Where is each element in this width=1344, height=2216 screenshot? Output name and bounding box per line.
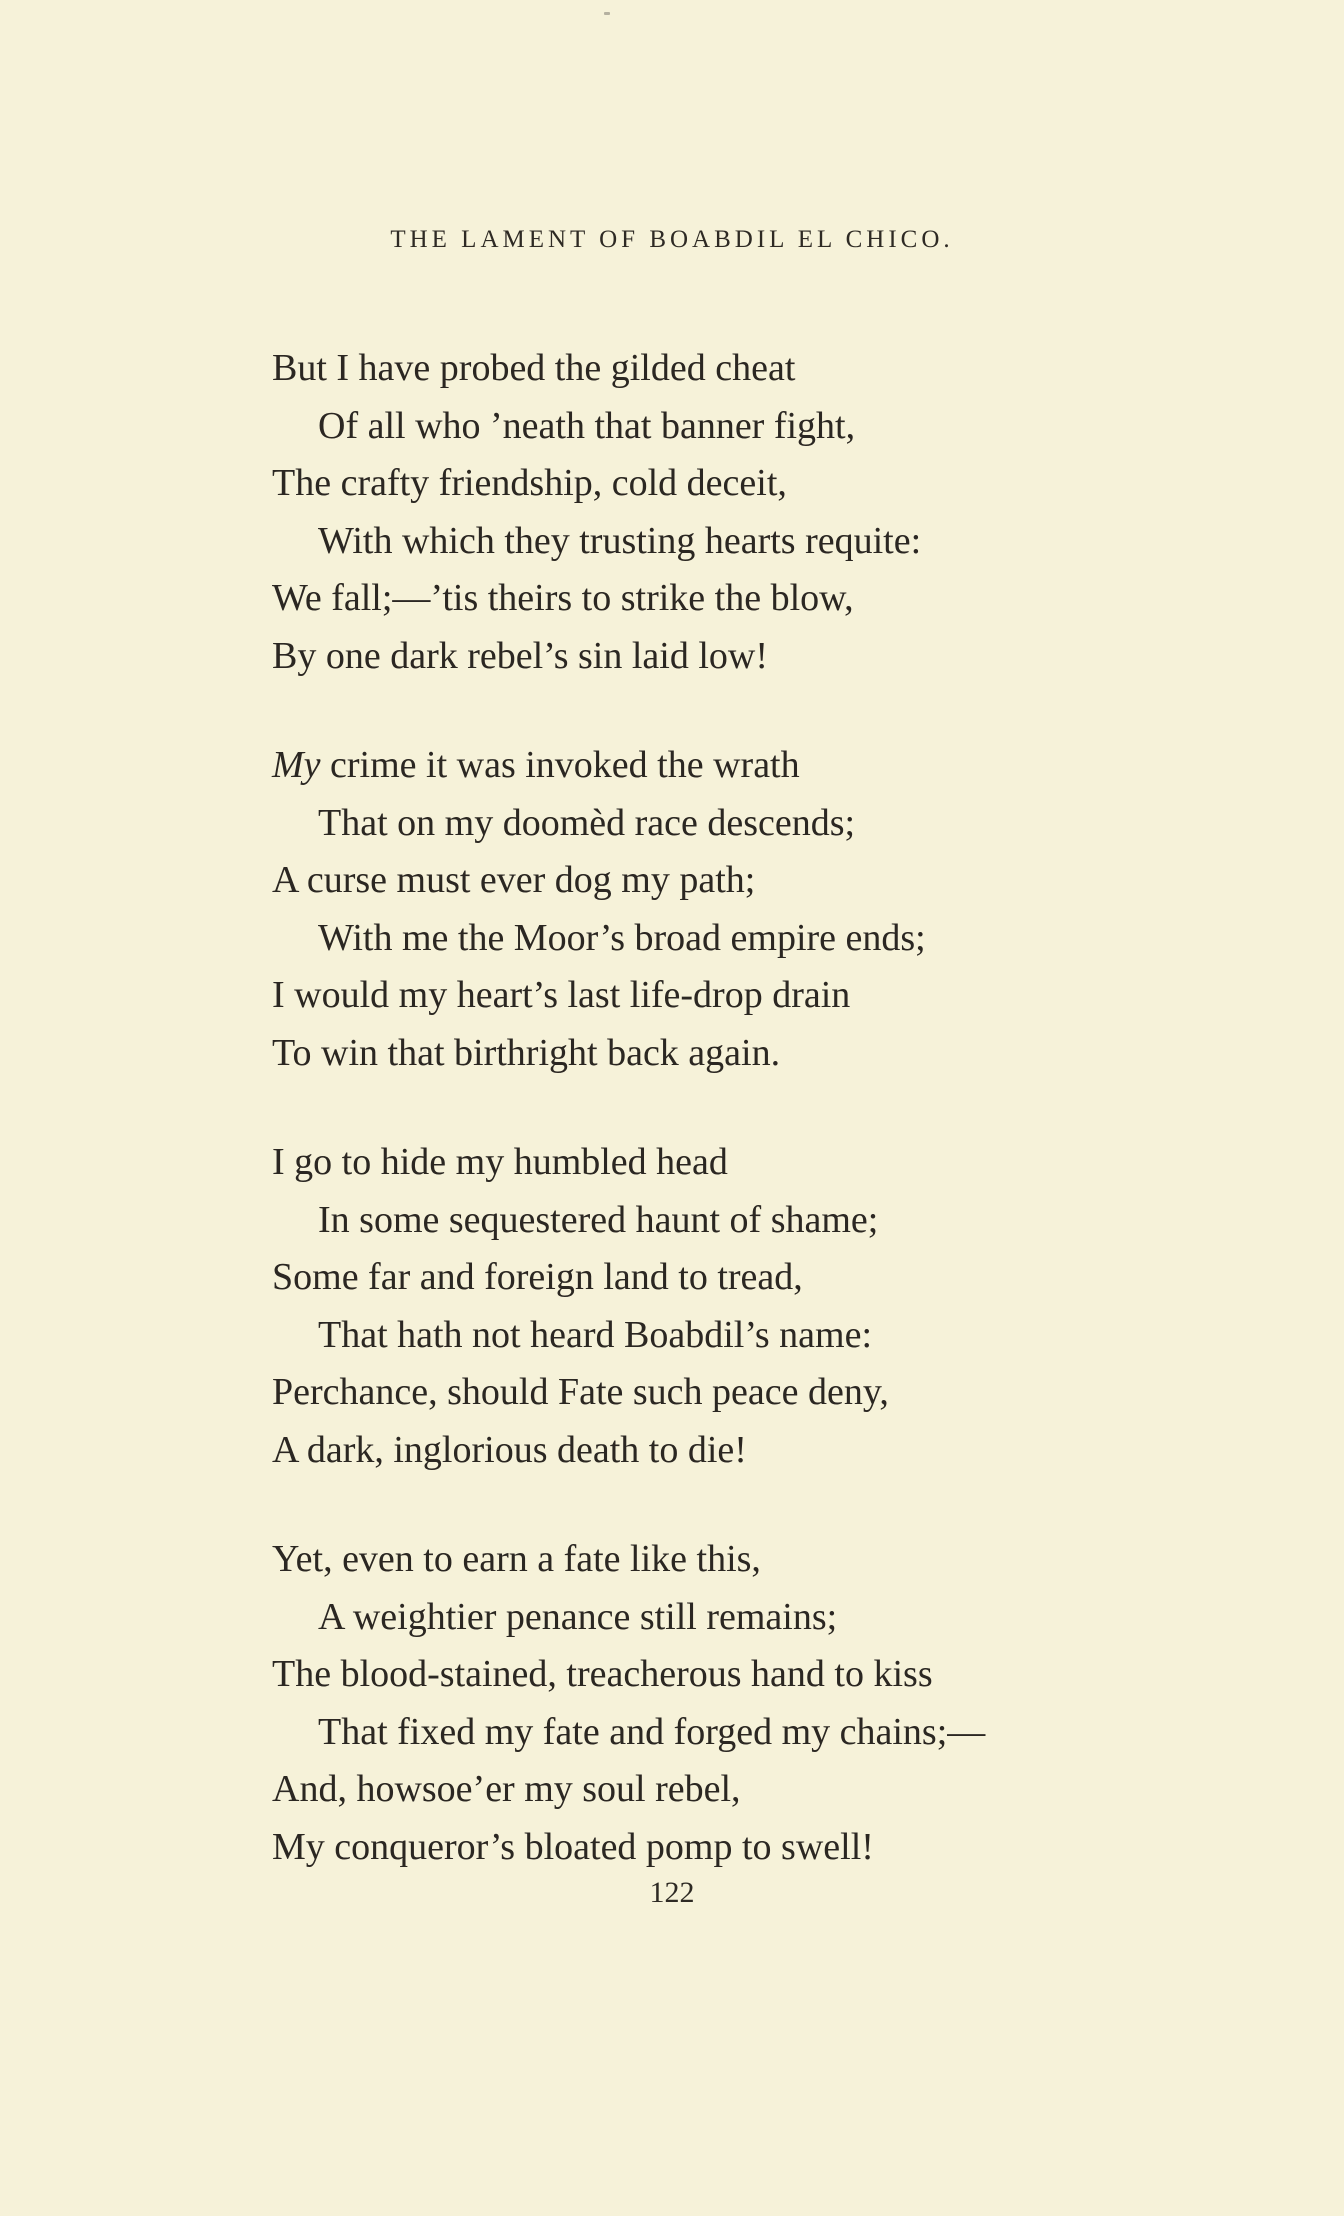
poem-line: A weightier penance still remains; bbox=[318, 1595, 838, 1638]
poem-line: In some sequestered haunt of shame; bbox=[318, 1198, 879, 1241]
poem-line: Yet, even to earn a fate like this, bbox=[272, 1538, 761, 1580]
poem-line: I go to hide my humbled head bbox=[272, 1141, 728, 1183]
poem-line: With me the Moor’s broad empire ends; bbox=[318, 916, 926, 959]
poem-line: Perchance, should Fate such peace deny, bbox=[272, 1371, 889, 1413]
poem-line: By one dark rebel’s sin laid low! bbox=[272, 634, 769, 677]
poem-line: The crafty friendship, cold deceit, bbox=[272, 462, 787, 504]
poem-line: With which they trusting hearts requite: bbox=[318, 519, 922, 562]
poem-line: But I have probed the gilded cheat bbox=[272, 347, 796, 389]
poem-line: Of all who ’neath that banner fight, bbox=[318, 404, 856, 447]
stanza-1 bbox=[272, 340, 1172, 685]
poem-line: Some far and foreign land to tread, bbox=[272, 1256, 803, 1298]
running-head: THE LAMENT OF BOABDIL EL CHICO. bbox=[390, 226, 954, 253]
print-speck bbox=[604, 12, 610, 15]
page-number: 122 bbox=[649, 1876, 695, 1909]
italic-word: My bbox=[272, 744, 321, 786]
poem-line: That fixed my fate and forged my chains;— bbox=[318, 1710, 986, 1753]
stanza-2 bbox=[272, 737, 1172, 1082]
poem-line: We fall;—’tis theirs to strike the blow, bbox=[272, 577, 854, 619]
stanza-3 bbox=[272, 1134, 1172, 1479]
poem-body bbox=[272, 340, 1172, 1928]
poem-line: The blood-stained, treacherous hand to kiss bbox=[272, 1653, 933, 1695]
poem-line: That hath not heard Boabdil’s name: bbox=[318, 1313, 873, 1356]
poem-line: And, howsoe’er my soul rebel, bbox=[272, 1768, 741, 1810]
line-rest: crime it was invoked the wrath bbox=[320, 744, 800, 786]
poem-line-first bbox=[272, 737, 1172, 795]
poem-line: A curse must ever dog my path; bbox=[272, 859, 756, 901]
poem-line: I would my heart’s last life-drop drain bbox=[272, 974, 851, 1016]
poem-line: My conqueror’s bloated pomp to swell! bbox=[272, 1825, 874, 1868]
poem-line: To win that birthright back again. bbox=[272, 1031, 781, 1074]
poem-line: That on my doomèd race descends; bbox=[318, 801, 856, 844]
poem-line: A dark, inglorious death to die! bbox=[272, 1428, 747, 1471]
stanza-4 bbox=[272, 1531, 1172, 1876]
